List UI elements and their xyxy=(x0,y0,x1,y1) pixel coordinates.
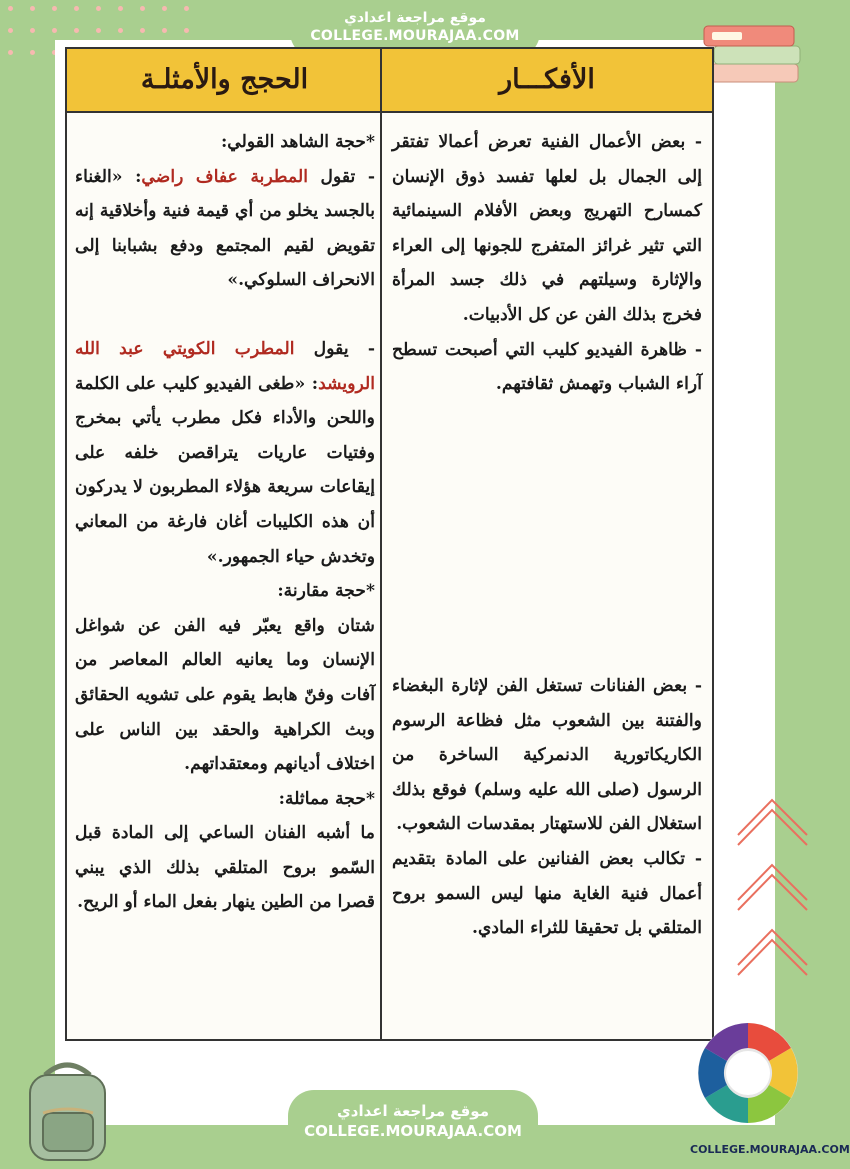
idea-paragraph: - بعض الأعمال الفنية تعرض أعمالا تفتقر إلى الجمال بل لعلها تفسد ذوق الإنسان كمسارح التهريج وبعض الأفلام السينمائية التي تثير غرائز المتفرج للجونها إلى العراء والإثارة وسيلتهم في ذلك جسد المرأة فخرج بذلك الفن عن كل الأدبيات. xyxy=(392,132,702,325)
arguments-table xyxy=(65,47,714,1041)
watermark-arabic: موقع مراجعة اعدادي xyxy=(344,10,486,26)
quote-lead: - يقول xyxy=(313,338,375,359)
analogy-text: ما أشبه الفنان الساعي إلى المادة قبل السّمو بروح المتلقي بذلك الذي يبني قصرا من الطين ينهار بفعل الماء أو الريح. xyxy=(75,823,375,913)
argument-heading: *حجة الشاهد القولي: xyxy=(220,132,375,152)
chevrons-icon xyxy=(730,790,815,1030)
ideas-block-1 xyxy=(392,125,702,402)
column-divider xyxy=(380,49,382,1039)
watermark-url: COLLEGE.MOURAJAA.COM xyxy=(310,28,520,44)
speaker-name: المطرب الكويتي عبد الله الرويشد xyxy=(75,338,375,394)
books-icon xyxy=(700,14,810,94)
quote-1 xyxy=(75,160,375,298)
idea-paragraph: - بعض الفنانات تستغل الفن لإثارة البغضاء والفتنة بين الشعوب مثل فظاعة الرسوم الكاريكاتورية الدنمركية الساخرة من الرسول (صلى الله عليه وسلم) فوقع بذلك استغلال الفن للاستهتار بمقدسات الشعوب. xyxy=(392,676,702,835)
comparison-text: شتان واقع يعبّر فيه الفن عن شواغل الإنسان وما يعانيه العالم المعاصر من آفات وفنّ هابط يقوم على تشويه الحقائق وبث الكراهية والحقد بين الناس على اختلاف أديانهم ومعتقداتهم. xyxy=(75,615,375,775)
quote-text: : «طغى الفيديو كليب على الكلمة واللحن والأداء فكل مطرب يأتي بمخرج وفتيات عاريات يتراقصن خلفه على إيقاعات سريعة هؤلاء المطربون لا يدركون أن هذه الكليبات أغان فارغة من المعاني وتخدش حياء الجمهور.» xyxy=(75,373,375,567)
watermark-url: COLLEGE.MOURAJAA.COM xyxy=(304,1122,522,1140)
idea-paragraph: - ظاهرة الفيديو كليب التي أصبحت تسطح آراء الشباب وتهمش ثقافتهم. xyxy=(392,339,702,395)
quote-text: : «الغناء بالجسد يخلو من أي قيمة فنية وأخلاقية إنه تقويض لقيم المجتمع ودفع بشبابنا إلى الانحراف السلوكي.» xyxy=(75,166,375,291)
watermark-arabic: موقع مراجعة اعدادي xyxy=(337,1102,489,1120)
quote-lead: - تقول xyxy=(320,166,375,187)
backpack-icon xyxy=(15,1055,120,1165)
quote-2 xyxy=(75,332,375,574)
argument-heading: *حجة مقارنة: xyxy=(277,581,375,602)
brand-logo-text: COLLEGE.MOURAJAA.COM xyxy=(690,1143,850,1156)
footer-watermark xyxy=(288,1090,538,1150)
argument-heading: *حجة مماثلة: xyxy=(278,788,375,809)
header-arguments: الحجج والأمثلـة xyxy=(140,64,309,95)
speaker-name: المطربة عفاف راضي xyxy=(141,166,308,187)
header-ideas: الأفكـــار xyxy=(499,64,595,95)
ideas-block-2 xyxy=(392,669,702,946)
idea-paragraph: - تكالب بعض الفنانين على المادة بتقديم أعمال فنية الغاية منها ليس السمو بروح المتلقي بل تحقيقا للثراء المادي. xyxy=(392,848,702,939)
table-header xyxy=(67,49,712,113)
education-wheel-icon xyxy=(697,1022,799,1124)
arguments-column xyxy=(75,125,375,920)
